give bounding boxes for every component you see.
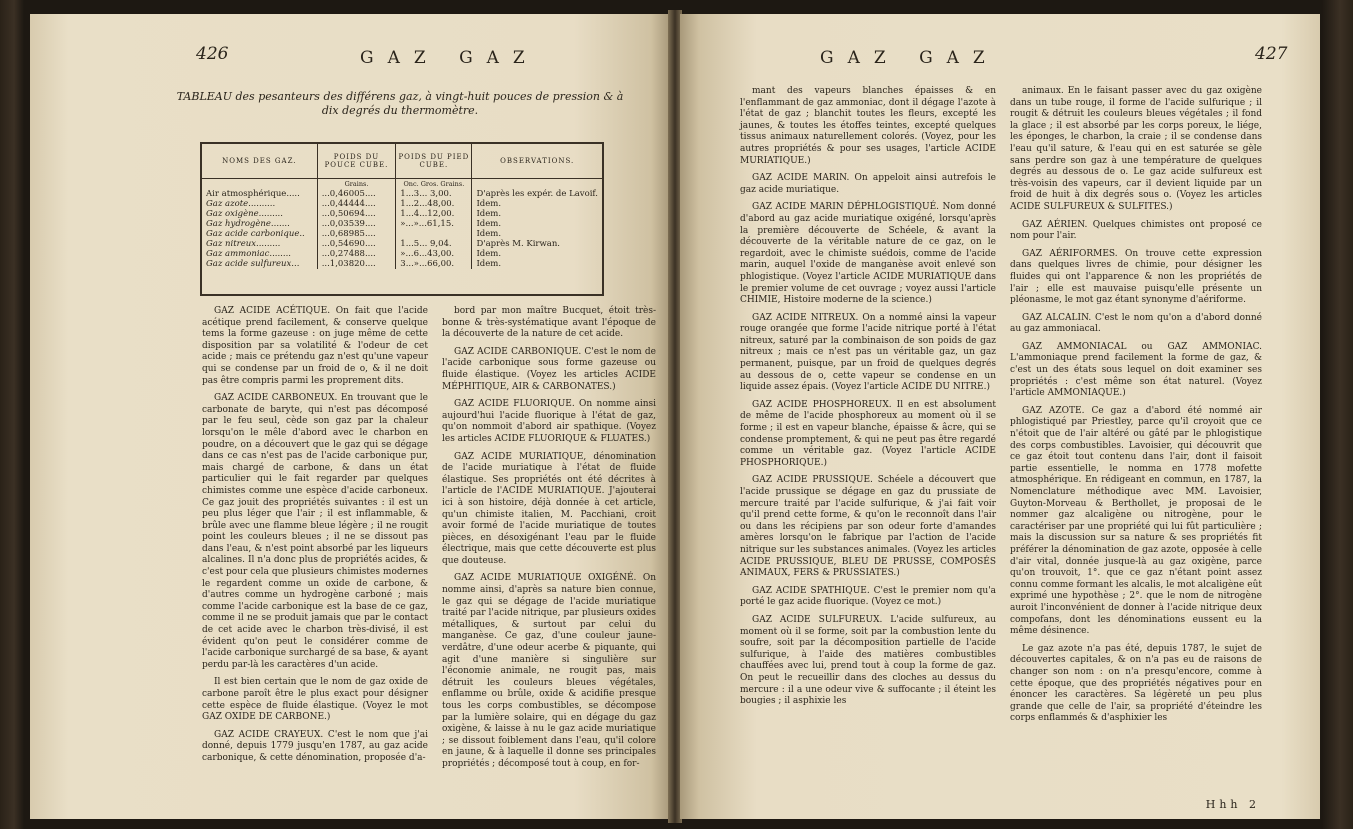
table-cell: Idem. bbox=[476, 209, 502, 219]
table-unit: Grains. bbox=[317, 179, 396, 190]
table-cell: 1...3... 3,00. bbox=[396, 189, 472, 199]
table-cell: Idem. bbox=[476, 219, 502, 229]
paragraph: bord par mon maître Bucquet, étoit très-bonne & très-systématique avant l'époque de la découverte de la nature de cet acide. bbox=[442, 306, 656, 340]
table-row bbox=[202, 229, 602, 239]
table-cell: ...1,03820.... bbox=[317, 259, 396, 269]
paragraph: animaux. En le faisant passer avec du gaz oxigène dans un tube rouge, il forme de l'acide sulfurique ; il rougit & détruit les couleurs bleues végétales ; il fond la glace ; il est absorbé par les corps poreux, le liége, les éponges, le charbon, la craie ; il se condense dans l'eau qu'il sature, & l'eau qui en est saturée se gèle sans perdre son gaz à une température de quelques degrés au dessous de o. Le gaz acide sulfureux est très-voisin des vapeurs, car il devient liquide par un froid de huit à dix degrés sous o. (Voyez les articles ACIDE SULFUREUX & SULFITES.) bbox=[1010, 86, 1262, 212]
table-cell: Gaz acide sulfureux... bbox=[202, 259, 317, 269]
table-cell: »...»...61,15. bbox=[396, 219, 472, 229]
table-cell: Gaz azote.......... bbox=[202, 199, 317, 209]
paragraph: GAZ AMMONIACAL ou GAZ AMMONIAC. L'ammoniaque prend facilement la forme de gaz, & c'est un des états sous lequel on doit examiner ses propriétés : c'est même son état naturel. (Voyez l'article AMMONIAQUE.) bbox=[1010, 341, 1262, 399]
table-cell: ...0,44444.... bbox=[317, 199, 396, 209]
paragraph: GAZ ACIDE SPATHIQUE. C'est le premier nom qu'a porté le gaz acide fluorique. (Voyez ce mot.) bbox=[740, 585, 996, 608]
paragraph: GAZ ACIDE ACÉTIQUE. On fait que l'acide acétique prend facilement, & conserve quelque tems la forme gazeuse : on juge même de cette disposition par sa volatilité & l'odeur de cet acide ; mais ce prétendu gaz n'est qu'une vapeur qui se condense par un froid de o, & il ne doit pas être compris parmi les proprement dits. bbox=[202, 306, 428, 386]
paragraph: GAZ ACIDE CARBONIQUE. C'est le nom de l'acide carbonique sous forme gazeuse ou fluide élastique. (Voyez les articles ACIDE MÉPHITIQUE, AIR & CARBONATES.) bbox=[442, 346, 656, 392]
table-cell: Gaz hydrogène....... bbox=[202, 219, 317, 229]
left-page bbox=[30, 14, 670, 819]
table-row bbox=[202, 259, 602, 269]
paragraph: GAZ AÉRIEN. Quelques chimistes ont proposé ce nom pour l'air. bbox=[1010, 219, 1262, 242]
table-row bbox=[202, 249, 602, 259]
paragraph: GAZ ACIDE NITREUX. On a nommé ainsi la vapeur rouge orangée que forme l'acide nitrique porté à l'état nitreux, saturé par la combinaison de son poids de gaz nitreux ; mais ce n'est pas un véritable gaz, un gaz permanent, puisque, par un froid de quelques degrés au dessous de o, cette vapeur se condense en un liquide assez épais. (Voyez l'article ACIDE DU NITRE.) bbox=[740, 312, 996, 393]
table-unit bbox=[472, 179, 602, 190]
table-cell: ...0,27488.... bbox=[317, 249, 396, 259]
table-header: NOMS DES GAZ. bbox=[202, 144, 317, 179]
table-unit: Onc. Gros. Grains. bbox=[396, 179, 472, 190]
table-row bbox=[202, 239, 602, 249]
paragraph: GAZ ACIDE MURIATIQUE OXIGÉNÉ. On nomme ainsi, d'après sa nature bien connue, le gaz qui se dégage de l'acide muriatique traité par l'acide nitrique, par plusieurs oxides métalliques, & surtout par celui du manganèse. Ce gaz, d'une couleur jaune-verdâtre, d'une odeur acerbe & piquante, qui agit d'une manière si singulière sur l'économie animale, ne rougit pas, mais détruit les couleurs bleues végétales, enflamme ou brûle, oxide & acidifie presque tous les corps combustibles, se décompose par la lumière solaire, qui en dégage du gaz oxigène, & laisse à nu le gaz acide muriatique ; se dissout foiblement dans l'eau, qu'il colore en jaune, & à laquelle il donne ses principales propriétés ; décomposé tout à coup, en for- bbox=[442, 573, 656, 769]
table-row bbox=[202, 189, 602, 199]
paragraph: GAZ AZOTE. Ce gaz a d'abord été nommé air phlogistiqué par Priestley, parce qu'il croyoit que ce n'étoit que de l'air altéré ou gâté par le phlogistique des corps combustibles. Lavoisier, qui découvrit que ce gaz étoit tout contenu dans l'air, dont il faisoit partie essentielle, le nomma en 1778 mofette atmosphérique. En rédigeant en commun, en 1787, la Nomenclature méthodique avec MM. Lavoisier, Guyton-Morveau & Berthollet, je proposai de le nommer gaz alcaligène ou nitrogène, pour le caractériser par une propriété qui lui fût particulière ; mais la discussion sur sa nature & ses propriétés fit préférer la dénomination de gaz azote, opposée à celle d'air vital, donnée jusque-là au gaz oxigène, parce qu'on trouvoit, 1°. que ce gaz n'étant point assez connu comme formant les alcalis, le mot alcaligène eût exprimé une hypothèse ; 2°. que le nom de nitrogène auroit l'inconvénient de donner à l'acide nitrique deux compofans, dont les dénominations eussent eu la même désinence. bbox=[1010, 405, 1262, 637]
right-page-number: 427 bbox=[1255, 44, 1288, 64]
paragraph: GAZ ACIDE MARIN. On appeloit ainsi autrefois le gaz acide muriatique. bbox=[740, 173, 996, 195]
paragraph: GAZ ACIDE FLUORIQUE. On nomme ainsi aujourd'hui l'acide fluorique à l'état de gaz, qu'on nommoit d'abord air spathique. (Voyez les articles ACIDE FLUORIQUE & FLUATES.) bbox=[442, 399, 656, 444]
table-cell: 3...»...66,00. bbox=[396, 259, 472, 269]
table-cell: Idem. bbox=[476, 199, 502, 209]
paragraph: GAZ ACIDE MARIN DÉPHLOGISTIQUÉ. Nom donné d'abord au gaz acide muriatique oxigéné, lorsqu'après la première découverte de Schéele, & avant la découverte de la véritable nature de ce gaz, on le regardoit, avec le chimiste suédois, comme de l'acide marin, auquel l'oxide de manganèse avoit enlevé son phlogistique. (Voyez l'article ACIDE MURIATIQUE dans le premier volume de cet ouvrage ; voyez aussi l'article CHIMIE, Histoire moderne de la science.) bbox=[740, 202, 996, 306]
table-cell: Gaz ammoniac........ bbox=[202, 249, 317, 259]
left-running-head: GAZ GAZ bbox=[360, 48, 539, 68]
table-cell: ...0,68985.... bbox=[317, 229, 396, 239]
left-page-number: 426 bbox=[196, 44, 229, 64]
signature-mark: Hhh 2 bbox=[1205, 798, 1260, 811]
paragraph: GAZ ACIDE MURIATIQUE, dénomination de l'acide muriatique à l'état de fluide élastique. Ses propriétés ont été décrites à l'article de l'ACIDE MURIATIQUE. J'ajouterai ici à son histoire, déjà donnée à cet article, qu'un chimiste italien, M. Pacchiani, croit avoir formé de l'acide muriatique de toutes pièces, en désoxigénant l'eau par le fluide électrique, mais que cette découverte est plus que douteuse. bbox=[442, 451, 656, 566]
paragraph: GAZ ALCALIN. C'est le nom qu'on a d'abord donné au gaz ammoniacal. bbox=[1010, 312, 1262, 335]
right-running-head: GAZ GAZ bbox=[820, 48, 999, 68]
paragraph: GAZ ACIDE PRUSSIQUE. Schéele a découvert que l'acide prussique se dégage en gaz du prussiate de mercure traité par l'acide sulfurique, & j'ai fait voir qu'il prend cette forme, & qu'on le reconnoît dans l'air ou dans les récipiens par son odeur forte d'amandes amères lorsqu'on le fabrique par l'action de l'acide nitrique sur les substances animales. (Voyez les articles ACIDE PRUSSIQUE, BLEU DE PRUSSE, COMPOSÉS ANIMAUX, FERS & PRUSSIATES.) bbox=[740, 475, 996, 579]
table-cell: Air atmosphérique..... bbox=[202, 189, 317, 199]
table-cell: Idem. bbox=[476, 249, 502, 259]
table-row bbox=[202, 219, 602, 229]
right-page bbox=[680, 14, 1320, 819]
table-row bbox=[202, 199, 602, 209]
table-cell: ...0,03539.... bbox=[317, 219, 396, 229]
table-cell: Idem. bbox=[476, 259, 502, 269]
table-cell: Gaz acide carbonique.. bbox=[202, 229, 317, 239]
table-cell: 1...5... 9,04. bbox=[396, 239, 472, 249]
table-title: TABLEAU des pesanteurs des différens gaz, à vingt-huit pouces de pression & à dix degrés du thermomètre. bbox=[176, 90, 624, 117]
paragraph: GAZ AÉRIFORMES. On trouve cette expression dans quelques livres de chimie, pour désigner les fluides qui ont l'apparence & non les propriétés de l'air ; elle est mauvaise puisqu'elle présente un pléonasme, le mot gaz étant synonyme d'aériforme. bbox=[1010, 248, 1262, 306]
paragraph: mant des vapeurs blanches épaisses & en l'enflammant de gaz ammoniac, dont il dégage l'azote à l'état de gaz ; blanchit toutes les fleurs, excepté les jaunes, & toutes les étoffes teintes, excepté quelques tissus animaux naturellement colorés. (Voyez, pour les autres propriétés & pour ses usages, l'article ACIDE MURIATIQUE.) bbox=[740, 86, 996, 166]
table-cell: Gaz nitreux......... bbox=[202, 239, 317, 249]
table-row bbox=[202, 209, 602, 219]
left-column-2 bbox=[442, 306, 656, 777]
table-cell: 1...4...12,00. bbox=[396, 209, 472, 219]
table-cell: 1...2...48,00. bbox=[396, 199, 472, 209]
table-cell: ...0,50694.... bbox=[317, 209, 396, 219]
table-header: POIDS DU POUCE CUBE. bbox=[317, 144, 396, 179]
paragraph: GAZ ACIDE PHOSPHOREUX. Il en est absolument de même de l'acide phosphoreux au moment où il se forme ; il est en vapeur blanche, épaisse & âcre, qui se condense promptement, & qui ne peut pas être regardé comme un véritable gaz. (Voyez l'article ACIDE PHOSPHORIQUE.) bbox=[740, 399, 996, 468]
table-cell: D'après M. Kirwan. bbox=[476, 239, 561, 249]
paragraph: GAZ ACIDE CARBONEUX. En trouvant que le carbonate de baryte, qui n'est pas décomposé par le feu seul, cède son gaz par la chaleur lorsqu'on le mêle d'abord avec le charbon en poudre, on a découvert que le gaz qui se dégage dans ce cas n'est pas de l'acide carbonique pur, mais chargé de carbone, & dans un état particulier qui le fait regarder par quelques chimistes comme une espèce d'acide carboneux. Ce gaz jouit des propriétés suivantes : il est un peu plus léger que l'air ; il est inflammable, & brûle avec une flamme bleue légère ; il ne rougit point les couleurs bleues ; il ne se dissout pas dans l'eau, & n'est point absorbé par les liqueurs alcalines. Il n'a donc plus de propriétés acides, & c'est pour cela que plusieurs chimistes modernes le regardent comme un oxide de carbone, & d'autres comme un hydrogène carboné ; mais comme l'acide carbonique est la base de ce gaz, comme il ne se produit jamais que par le contact de cet acide avec le charbon très-divisé, il est évident qu'on peut le considérer comme de l'acide carbonique surchargé de sa base, & ayant perdu par-là les caractères d'un acide. bbox=[202, 393, 428, 670]
paragraph: GAZ ACIDE SULFUREUX. L'acide sulfureux, au moment où il se forme, soit par la combustion lente du soufre, soit par la décomposition partielle de l'acide sulfurique, à l'aide des matières combustibles chauffées avec lui, prend tout à coup la forme de gaz. On peut le recueillir dans des cloches au dessus du mercure : il a une odeur vive & suffocante ; il éteint les bougies ; il asphixie les bbox=[740, 614, 996, 707]
table-cell: ...0,46005.... bbox=[317, 189, 396, 199]
left-column-1 bbox=[202, 306, 428, 771]
table-cell: Idem. bbox=[476, 229, 502, 239]
table-unit bbox=[202, 179, 317, 190]
table-cell bbox=[396, 229, 472, 239]
table-cell: Gaz oxigène......... bbox=[202, 209, 317, 219]
right-column-2 bbox=[1010, 86, 1262, 731]
table-cell: D'après les expér. de Lavoif. bbox=[476, 189, 598, 199]
table-cell: ...0,54690.... bbox=[317, 239, 396, 249]
paragraph: Le gaz azote n'a pas été, depuis 1787, le sujet de découvertes capitales, & on n'a pas eu de raisons de changer son nom : on n'a presqu'encore, comme à cette époque, que des propriétés négatives pour en énoncer les caractères. Sa légèreté un peu plus grande que celle de l'air, sa propriété d'éteindre les corps enflammés & d'asphixier les bbox=[1010, 643, 1262, 724]
weights-table bbox=[200, 142, 604, 296]
paragraph: Il est bien certain que le nom de gaz oxide de carbone paroît être le plus exact pour désigner cette espèce de fluide élastique. (Voyez le mot GAZ OXIDE DE CARBONE.) bbox=[202, 677, 428, 723]
table-header: OBSERVATIONS. bbox=[472, 144, 602, 179]
table-header: POIDS DU PIED CUBE. bbox=[396, 144, 472, 179]
table-cell: »...6...43,00. bbox=[396, 249, 472, 259]
right-column-1 bbox=[740, 86, 996, 714]
paragraph: GAZ ACIDE CRAYEUX. C'est le nom que j'ai donné, depuis 1779 jusqu'en 1787, au gaz acide carbonique, & cette dénomination, proposée d'a- bbox=[202, 729, 428, 763]
